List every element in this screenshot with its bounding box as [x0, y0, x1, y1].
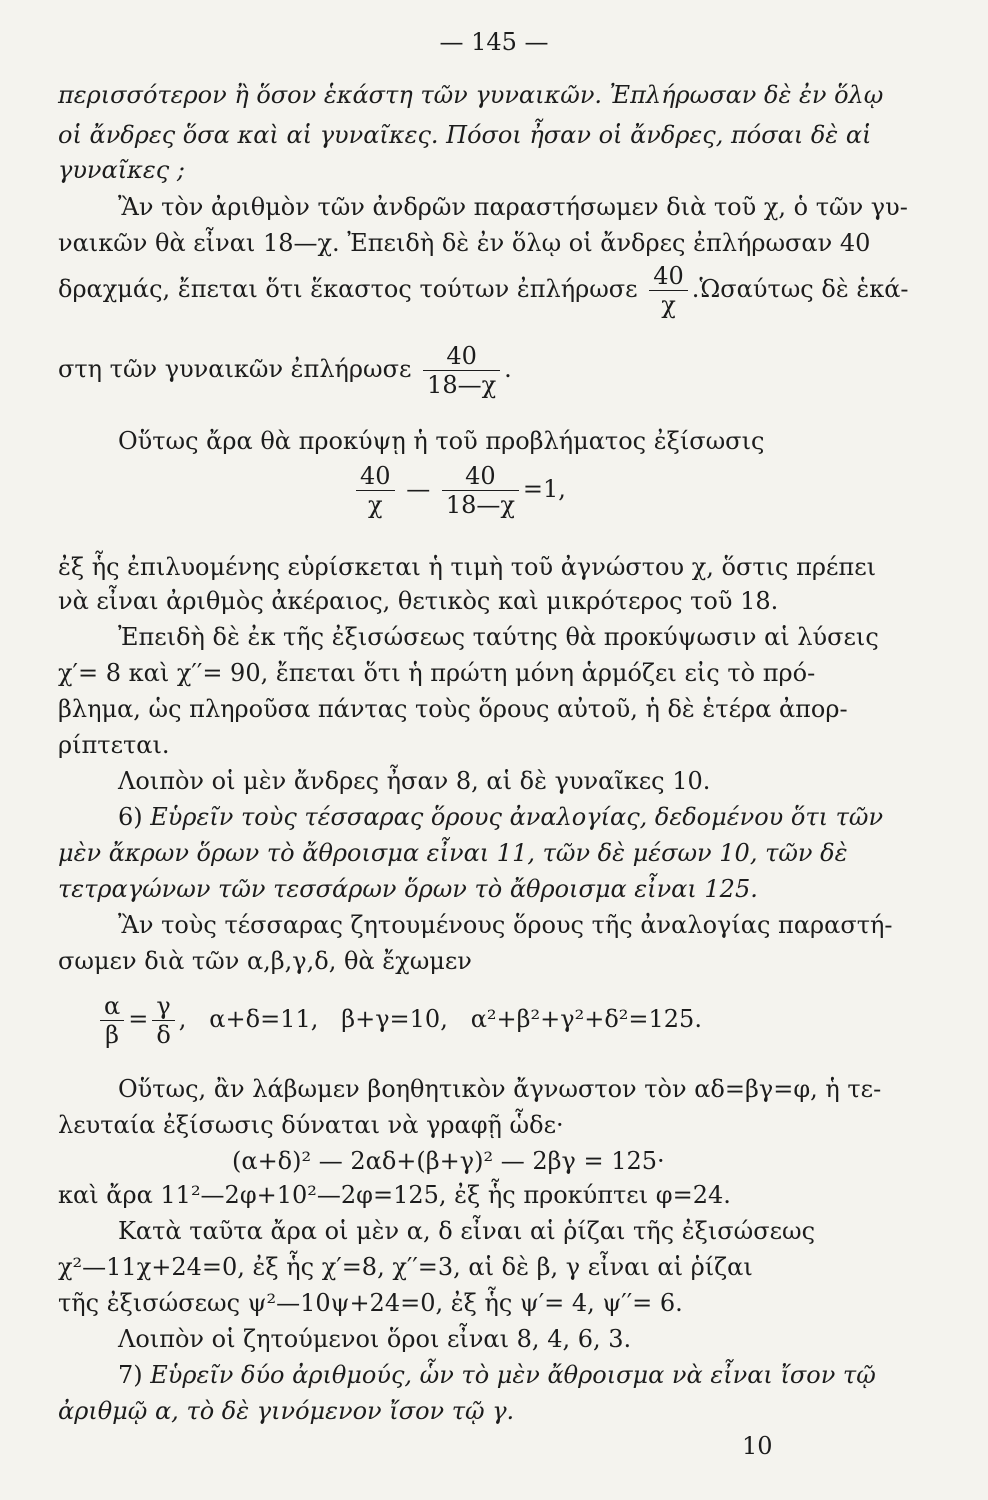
problem-text: Εὑρεῖν δύο ἀριθμούς, ὧν τὸ μὲν ἄθροισμα νὰ εἶναι ἴσον τῷ [150, 1361, 876, 1389]
fraction-numerator: 40 [446, 342, 477, 370]
fraction [442, 462, 519, 519]
text-segment: . [504, 355, 512, 383]
fraction [152, 992, 174, 1049]
text-line: Λοιπὸν οἱ ζητούμενοι ὅροι εἶναι 8, 4, 6, 3. [118, 1325, 632, 1353]
text-line: χ′= 8 καὶ χ′′= 90, ἔπεται ὅτι ἡ πρώτη μόνη ἁρμόζει εἰς τὸ πρό- [58, 659, 816, 687]
fraction-denominator: χ [649, 290, 688, 319]
text-line: τετραγώνων τῶν τεσσάρων ὅρων τὸ ἄθροισμα εἶναι 125. [58, 875, 758, 903]
text-segment: .Ὡσαύτως δὲ ἑκά- [691, 275, 909, 303]
fraction-denominator: 18—χ [442, 490, 519, 519]
fraction-denominator: χ [356, 490, 395, 519]
fraction-numerator: 40 [465, 462, 496, 490]
problem-statement-7 [118, 1360, 928, 1390]
text-line: ρίπτεται. [58, 731, 170, 759]
fraction-numerator: 40 [653, 262, 684, 290]
text-line: ναικῶν θὰ εἶναι 18—χ. Ἐπειδὴ δὲ ἐν ὅλῳ οἱ ἄνδρες ἐπλήρωσαν 40 [58, 229, 871, 257]
equals-sign: = [128, 1005, 149, 1033]
text-line: λευταία ἐξίσωσις δύναται νὰ γραφῇ ὧδε· [58, 1111, 564, 1139]
text-line-with-fraction [58, 342, 928, 399]
fraction-denominator: β [100, 1020, 124, 1049]
text-line: Οὕτως ἄρα θὰ προκύψῃ ἡ τοῦ προβλήματος ἐξίσωσις [118, 427, 765, 455]
fraction [100, 992, 124, 1049]
problem-text: Εὑρεῖν τοὺς τέσσαρας ὅρους ἀναλογίας, δεδομένου ὅτι τῶν [150, 803, 884, 831]
text-line: γυναῖκες ; [58, 156, 185, 184]
text-line: νὰ εἶναι ἀριθμὸς ἀκέραιος, θετικὸς καὶ μικρότερος τοῦ 18. [58, 587, 779, 615]
equation-2 [96, 992, 702, 1049]
signature-mark: 10 [742, 1432, 773, 1460]
text-line: καὶ ἄρα 11²—2φ+10²—2φ=125, ἐξ ἧς προκύπτει φ=24. [58, 1181, 731, 1209]
equation-rest: , α+δ=11, β+γ=10, α²+β²+γ²+δ²=125. [178, 1005, 702, 1033]
fraction-denominator: 18—χ [423, 370, 500, 399]
equation-line: (α+δ)² — 2αδ+(β+γ)² — 2βγ = 125· [232, 1147, 665, 1175]
text-line: μὲν ἄκρων ὅρων τὸ ἄθροισμα εἶναι 11, τῶν δὲ μέσων 10, τῶν δὲ [58, 839, 848, 867]
fraction [356, 462, 395, 519]
fraction-denominator: δ [152, 1020, 174, 1049]
text-line: Ἂν τὸν ἀριθμὸν τῶν ἀνδρῶν παραστήσωμεν διὰ τοῦ χ, ὁ τῶν γυ- [118, 193, 908, 221]
text-line: περισσότερον ἢ ὅσον ἑκάστη τῶν γυναικῶν. Ἐπλήρωσαν δὲ ἐν ὅλῳ [58, 81, 884, 109]
problem-statement-6 [118, 802, 928, 832]
text-segment: στη τῶν γυναικῶν ἐπλήρωσε [58, 355, 412, 383]
fraction-40-over-x [649, 262, 688, 319]
text-segment: δραχμάς, ἔπεται ὅτι ἕκαστος τούτων ἐπλήρωσε [58, 275, 638, 303]
text-line: Οὕτως, ἂν λάβωμεν βοηθητικὸν ἄγνωστον τὸν αδ=βγ=φ, ἡ τε- [118, 1075, 882, 1103]
equation-rhs: =1, [522, 475, 566, 503]
minus-sign: — [406, 475, 431, 503]
page-header: — 145 — [439, 28, 549, 56]
text-line: τῆς ἐξισώσεως ψ²—10ψ+24=0, ἐξ ἧς ψ′= 4, ψ′′= 6. [58, 1289, 683, 1317]
problem-number: 6) [118, 803, 143, 831]
text-line: χ²—11χ+24=0, ἐξ ἧς χ′=8, χ′′=3, αἱ δὲ β, γ εἶναι αἱ ῥίζαι [58, 1253, 753, 1281]
fraction-numerator: α [104, 992, 121, 1020]
problem-number: 7) [118, 1361, 143, 1389]
text-line-with-fraction [58, 262, 928, 319]
text-line: ἐξ ἧς ἐπιλυομένης εὑρίσκεται ἡ τιμὴ τοῦ ἀγνώστου χ, ὅστις πρέπει [58, 553, 877, 581]
equation-1 [352, 462, 566, 519]
text-line: Λοιπὸν οἱ μὲν ἄνδρες ἦσαν 8, αἱ δὲ γυναῖκες 10. [118, 767, 711, 795]
text-line: σωμεν διὰ τῶν α,β,γ,δ, θὰ ἔχωμεν [58, 947, 472, 975]
text-line: Ἂν τοὺς τέσσαρας ζητουμένους ὅρους τῆς ἀναλογίας παραστή- [118, 911, 893, 939]
text-line: βλημα, ὡς πληροῦσα πάντας τοὺς ὅρους αὐτοῦ, ἡ δὲ ἑτέρα ἀπορ- [58, 695, 848, 723]
fraction-numerator: 40 [360, 462, 391, 490]
text-line: Κατὰ ταῦτα ἄρα οἱ μὲν α, δ εἶναι αἱ ῥίζαι τῆς ἐξισώσεως [118, 1217, 816, 1245]
text-line: Ἐπειδὴ δὲ ἐκ τῆς ἐξισώσεως ταύτης θὰ προκύψωσιν αἱ λύσεις [118, 623, 879, 651]
text-line: ἀριθμῷ α, τὸ δὲ γινόμενον ἴσον τῷ γ. [58, 1397, 515, 1425]
fraction-40-over-18-x [423, 342, 500, 399]
fraction-numerator: γ [156, 992, 171, 1020]
text-line: οἱ ἄνδρες ὅσα καὶ αἱ γυναῖκες. Πόσοι ἦσαν οἱ ἄνδρες, πόσαι δὲ αἱ [58, 121, 872, 149]
